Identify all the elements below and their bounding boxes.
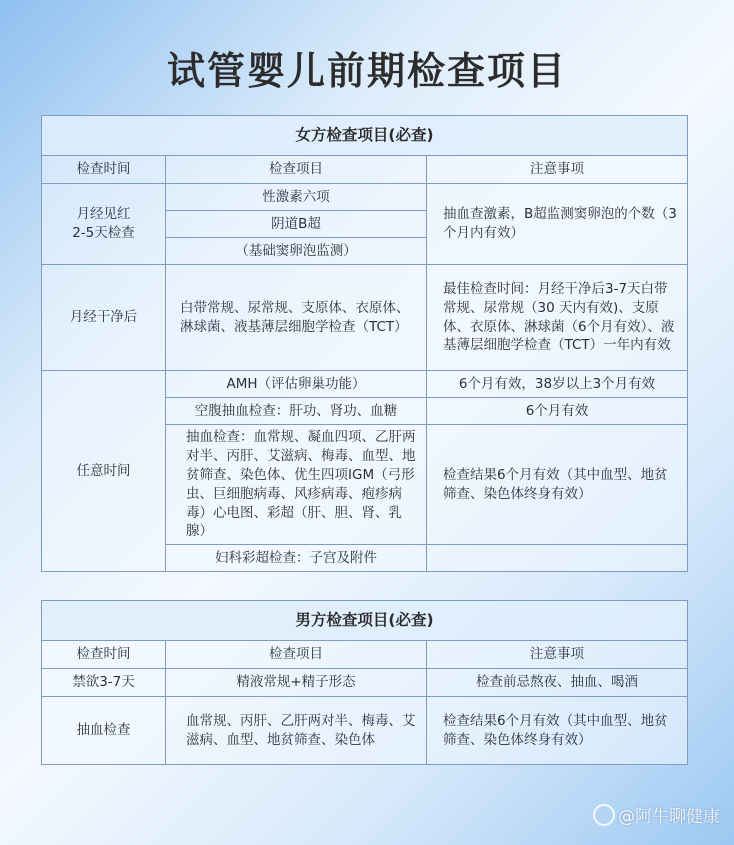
male-header-row: [42, 641, 688, 669]
male-table-caption: 男方检查项目(必查): [42, 601, 688, 641]
time-cell: 禁欲3-7天: [42, 669, 166, 697]
male-exam-table: [41, 600, 688, 765]
watermark: [593, 802, 720, 827]
item-cell: 妇科彩超检查：子宫及附件: [166, 545, 427, 572]
item-cell: 性激素六项: [166, 184, 427, 211]
time-cell: 月经干净后: [42, 265, 166, 371]
note-cell: 检查结果6个月有效（其中血型、地贫筛查、染色体终身有效）: [427, 425, 688, 545]
item-cell: 空腹抽血检查：肝功、肾功、血糖: [166, 398, 427, 425]
account-icon: [593, 804, 615, 826]
table-row: [42, 184, 688, 211]
note-cell: [427, 545, 688, 572]
item-cell: AMH（评估卵巢功能）: [166, 371, 427, 398]
note-cell: 检查前忌熬夜、抽血、喝酒: [427, 669, 688, 697]
table-row: [42, 265, 688, 371]
item-cell: 精液常规+精子形态: [166, 669, 427, 697]
female-header-row: [42, 156, 688, 184]
header-time: 检查时间: [42, 156, 166, 184]
female-table-caption: 女方检查项目(必查): [42, 116, 688, 156]
header-note: 注意事项: [427, 641, 688, 669]
header-item: 检查项目: [166, 641, 427, 669]
note-cell: 6个月有效: [427, 398, 688, 425]
table-row: [42, 669, 688, 697]
header-item: 检查项目: [166, 156, 427, 184]
item-cell: 抽血检查：血常规、凝血四项、乙肝两对半、丙肝、艾滋病、梅毒、血型、地贫筛查、染色体、优生四项IGM（弓形虫、巨细胞病毒、风疹病毒、疱疹病毒）心电图、彩超（肝、胆、肾、乳腺）: [166, 425, 427, 545]
item-cell: 阴道B超: [166, 211, 427, 238]
watermark-text: @阿牛聊健康: [618, 807, 720, 827]
note-cell: 6个月有效，38岁以上3个月有效: [427, 371, 688, 398]
note-cell: 抽血查激素，B超监测窦卵泡的个数（3个月内有效）: [427, 184, 688, 265]
note-cell: 最佳检查时间：月经干净后3-7天白带常规、尿常规（30 天内有效)、支原体、衣原体、淋球菌（6个月有效）、液基薄层细胞学检查（TCT）一年内有效: [427, 265, 688, 371]
female-exam-table: [41, 115, 688, 572]
table-row: [42, 697, 688, 765]
page-title: 试管婴儿前期检查项目: [166, 49, 567, 93]
time-cell: 抽血检查: [42, 697, 166, 765]
header-time: 检查时间: [42, 641, 166, 669]
time-cell: 月经见红 2-5天检查: [42, 184, 166, 265]
item-cell: （基础窦卵泡监测）: [166, 238, 427, 265]
header-note: 注意事项: [427, 156, 688, 184]
note-cell: 检查结果6个月有效（其中血型、地贫筛查、染色体终身有效）: [427, 697, 688, 765]
item-cell: 血常规、丙肝、乙肝两对半、梅毒、艾滋病、血型、地贫筛查、染色体: [166, 697, 427, 765]
time-cell: 任意时间: [42, 371, 166, 572]
item-cell: 白带常规、尿常规、支原体、衣原体、淋球菌、液基薄层细胞学检查（TCT）: [166, 265, 427, 371]
table-row: [42, 371, 688, 398]
